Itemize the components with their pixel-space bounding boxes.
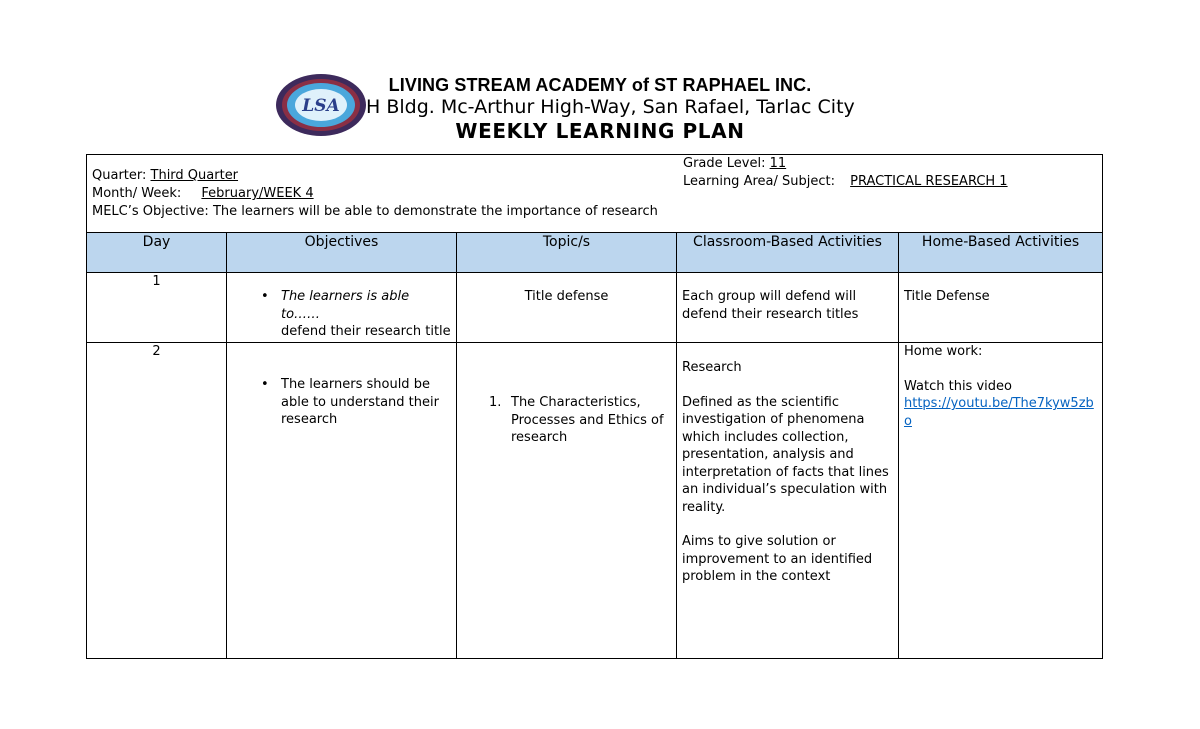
objectives-cell — [227, 273, 457, 343]
objectives-cell — [227, 343, 457, 659]
classroom-definition: Defined as the scientific investigation of phenomena which includes collection, presentation, analysis and interpretation of facts that lines an individual’s speculation with reality. — [682, 394, 889, 515]
grade-line — [683, 155, 1008, 173]
grade-value: 11 — [769, 156, 787, 171]
plan-info — [87, 155, 1103, 233]
column-header-day: Day — [87, 233, 227, 273]
classroom-cell — [677, 343, 899, 659]
classroom-cell: Each group will defend will defend their research titles — [677, 273, 899, 343]
homework-heading: Home work: — [904, 344, 983, 359]
month-week-line — [92, 185, 658, 203]
school-address: H Bldg. Mc-Arthur High-Way, San Rafael, Tarlac City — [366, 96, 855, 118]
column-header-topics: Topic/s — [457, 233, 677, 273]
subject-value: PRACTICAL RESEARCH 1 — [850, 174, 1008, 189]
bullet-icon: • — [261, 289, 269, 304]
column-header-classroom: Classroom-Based Activities — [677, 233, 899, 273]
video-link[interactable]: https://youtu.be/The7kyw5zbo — [904, 396, 1094, 429]
subject-line — [683, 173, 1008, 191]
grade-label: Grade Level: — [683, 156, 766, 171]
classroom-aims: Aims to give solution or improvement to an identified problem in the context — [682, 534, 873, 584]
list-item: • The learners is able to…… — [261, 289, 410, 322]
melc-value: The learners will be able to demonstrate the importance of research — [212, 204, 658, 219]
school-name: LIVING STREAM ACADEMY of ST RAPHAEL INC. — [388, 75, 812, 95]
logo-lettering: LSA — [302, 96, 340, 116]
table-row — [87, 273, 1103, 343]
list-item: • The learners should be able to understand their research — [261, 377, 439, 427]
month-week-value: February/WEEK 4 — [201, 186, 314, 201]
quarter-label: Quarter: — [92, 168, 147, 183]
page-title: WEEKLY LEARNING PLAN — [455, 119, 745, 143]
objective-detail: defend their research title — [281, 324, 451, 339]
table-row — [87, 343, 1103, 659]
weekly-plan-table — [86, 154, 1103, 659]
home-cell — [899, 343, 1103, 659]
homework-text: Watch this video — [904, 378, 1012, 394]
list-item: 1. The Characteristics, Processes and Ethics of research — [489, 395, 664, 445]
quarter-value: Third Quarter — [150, 168, 239, 183]
table-header-row — [87, 233, 1103, 273]
column-header-objectives: Objectives — [227, 233, 457, 273]
melc-label: MELC’s Objective: — [92, 204, 209, 219]
month-week-label: Month/ Week: — [92, 186, 182, 201]
column-header-home: Home-Based Activities — [899, 233, 1103, 273]
home-cell: Title Defense — [899, 273, 1103, 343]
topic-cell: Title defense — [457, 273, 677, 343]
classroom-heading: Research — [682, 360, 742, 375]
day-cell: 2 — [87, 343, 227, 659]
day-cell: 1 — [87, 273, 227, 343]
quarter-line — [92, 167, 658, 185]
melc-line — [92, 203, 658, 221]
topic-cell — [457, 343, 677, 659]
subject-label: Learning Area/ Subject: — [683, 174, 835, 189]
bullet-icon: • — [261, 377, 269, 392]
